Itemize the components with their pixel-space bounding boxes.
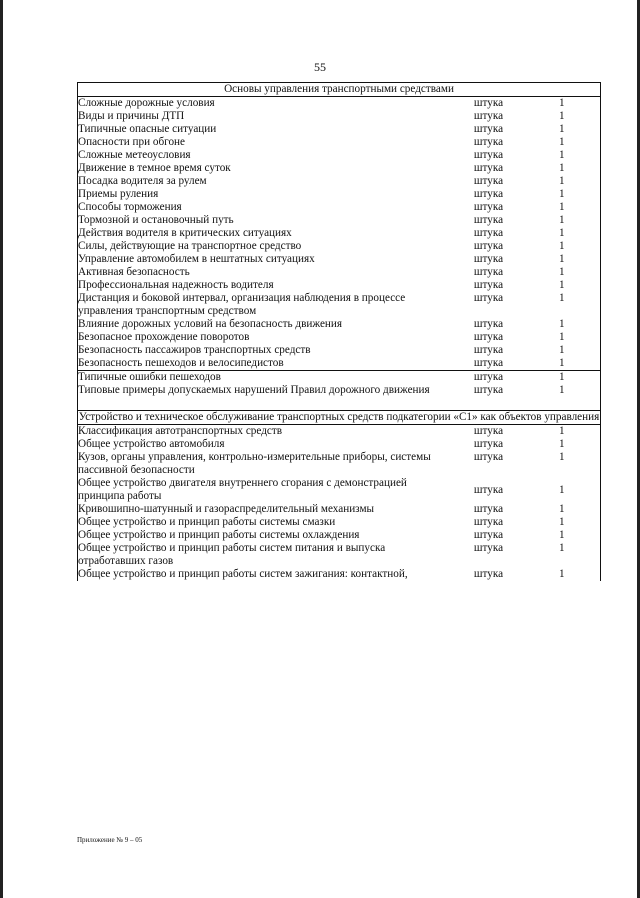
row-qty: 1 [524,451,601,477]
row-unit: штука [454,371,524,385]
table-row [78,136,601,149]
row-name: Типовые примеры допускаемых нарушений Правил дорожного движения [78,384,454,411]
row-name: Посадка водителя за рулем [78,175,454,188]
section-title-basics: Основы управления транспортными средствами [78,83,601,97]
row-qty: 1 [524,516,601,529]
section-title-device: Устройство и техническое обслуживание транспортных средств подкатегории «С1» как объектов управления [78,411,600,423]
row-unit: штука [473,542,504,554]
row-qty: 1 [524,162,601,175]
row-unit: штука [473,516,504,528]
row-qty: 1 [524,503,601,516]
row-name: Общее устройство и принцип работы систем питания и выпуска отработавших газов [78,542,454,568]
table-row [78,425,601,439]
table-row [78,568,601,581]
row-unit: штука [473,97,504,109]
row-qty: 1 [524,384,601,411]
row-name: Тормозной и остановочный путь [78,214,454,227]
row-qty: 1 [524,279,601,292]
table-row [78,266,601,279]
row-qty: 1 [524,97,601,111]
row-unit: штука [473,483,504,496]
table-row [78,529,601,542]
row-unit: штука [473,568,504,580]
table-row [78,331,601,344]
table-row [78,227,601,240]
row-name: Общее устройство и принцип работы системы смазки [78,516,454,529]
table-row [78,542,601,568]
row-name: Виды и причины ДТП [78,110,454,123]
table-row [78,279,601,292]
row-qty: 1 [524,331,601,344]
row-qty: 1 [524,214,601,227]
row-qty: 1 [524,542,601,568]
table-row [78,240,601,253]
row-name: Влияние дорожных условий на безопасность движения [78,318,454,331]
row-unit: штука [473,227,504,239]
footer-annex-label: Приложение № 9 – 05 [77,836,143,844]
row-name: Опасности при обгоне [78,136,454,149]
row-name: Безопасность пассажиров транспортных средств [78,344,454,357]
table-row [78,477,601,503]
row-qty: 1 [524,253,601,266]
row-qty: 1 [524,292,601,318]
row-name: Типичные опасные ситуации [78,123,454,136]
row-qty: 1 [524,318,601,331]
section1-body [78,97,601,411]
row-qty: 1 [524,240,601,253]
table-row [78,384,601,411]
table-row [78,110,601,123]
table-row [78,201,601,214]
row-name: Общее устройство автомобиля [78,438,454,451]
row-unit: штука [473,292,504,304]
row-name: Действия водителя в критических ситуациях [78,227,454,240]
row-qty: 1 [524,371,601,385]
row-unit: штука [473,188,504,200]
row-name: Безопасное прохождение поворотов [78,331,454,344]
scan-edge-left [0,0,3,898]
row-unit: штука [473,266,504,278]
row-unit: штука [473,240,504,252]
page-number: 55 [314,60,326,74]
row-unit: штука [473,438,504,450]
row-qty: 1 [524,149,601,162]
row-unit: штука [473,201,504,213]
row-qty: 1 [524,136,601,149]
row-name: Сложные дорожные условия [78,97,454,111]
row-qty: 1 [524,438,601,451]
row-name: Активная безопасность [78,266,454,279]
row-name: Классификация автотранспортных средств [78,425,454,439]
row-unit: штука [473,279,504,291]
row-name: Управление автомобилем в нештатных ситуациях [78,253,454,266]
row-qty: 1 [524,227,601,240]
table-row [78,123,601,136]
row-unit: штука [473,503,504,515]
row-name: Кузов, органы управления, контрольно-измерительные приборы, системы пассивной безопасности [78,451,454,477]
row-unit: штука [473,175,504,187]
row-name: Движение в темное время суток [78,162,454,175]
table-row [78,97,601,111]
table-row [78,175,601,188]
table-row [78,438,601,451]
row-unit: штука [473,318,504,330]
row-unit: штука [473,123,504,135]
row-name: Общее устройство двигателя внутреннего сгорания с демонстрацией принципа работы [78,477,454,503]
table-row [78,188,601,201]
row-unit: штука [473,425,504,437]
table-row [78,344,601,357]
row-qty: 1 [524,529,601,542]
row-qty: 1 [524,344,601,357]
row-qty: 1 [524,110,601,123]
row-unit: штука [473,384,504,396]
row-unit: штука [473,331,504,343]
table-row [78,516,601,529]
row-unit: штука [473,529,504,541]
row-unit: штука [473,344,504,356]
row-name: Силы, действующие на транспортное средство [78,240,454,253]
row-name: Общее устройство и принцип работы систем зажигания: контактной, [78,568,454,581]
row-unit: штука [473,136,504,148]
row-name: Способы торможения [78,201,454,214]
table-row [78,253,601,266]
equipment-table [77,82,601,581]
row-name: Кривошипно-шатунный и газораспределительный механизмы [78,503,454,516]
table-row [78,162,601,175]
table-row [78,318,601,331]
row-name: Дистанция и боковой интервал, организация наблюдения в процессе управления транспортным средством [78,292,454,318]
row-qty: 1 [524,266,601,279]
row-name: Общее устройство и принцип работы системы охлаждения [78,529,454,542]
row-unit: штука [473,149,504,161]
table-row [78,451,601,477]
section-header-row [78,83,601,97]
row-unit: штука [473,451,504,463]
table-row [78,371,601,385]
row-qty: 1 [524,175,601,188]
row-name: Сложные метеоусловия [78,149,454,162]
row-qty: 1 [524,477,601,503]
row-unit: штука [473,357,504,369]
row-qty: 1 [524,357,601,371]
row-qty: 1 [524,123,601,136]
row-unit: штука [473,214,504,226]
table-row [78,149,601,162]
table-row [78,214,601,227]
table-row [78,292,601,318]
row-qty: 1 [524,568,601,581]
row-name: Приемы руления [78,188,454,201]
row-unit: штука [473,253,504,265]
row-qty: 1 [524,201,601,214]
table-row [78,503,601,516]
table-row [78,357,601,371]
row-name: Безопасность пешеходов и велосипедистов [78,357,454,371]
row-name: Типичные ошибки пешеходов [78,371,454,385]
row-qty: 1 [524,425,601,439]
row-unit: штука [473,162,504,174]
section-header-row [78,411,601,425]
row-qty: 1 [524,188,601,201]
section2-body [78,425,601,582]
row-name: Профессиональная надежность водителя [78,279,454,292]
row-unit: штука [473,110,504,122]
